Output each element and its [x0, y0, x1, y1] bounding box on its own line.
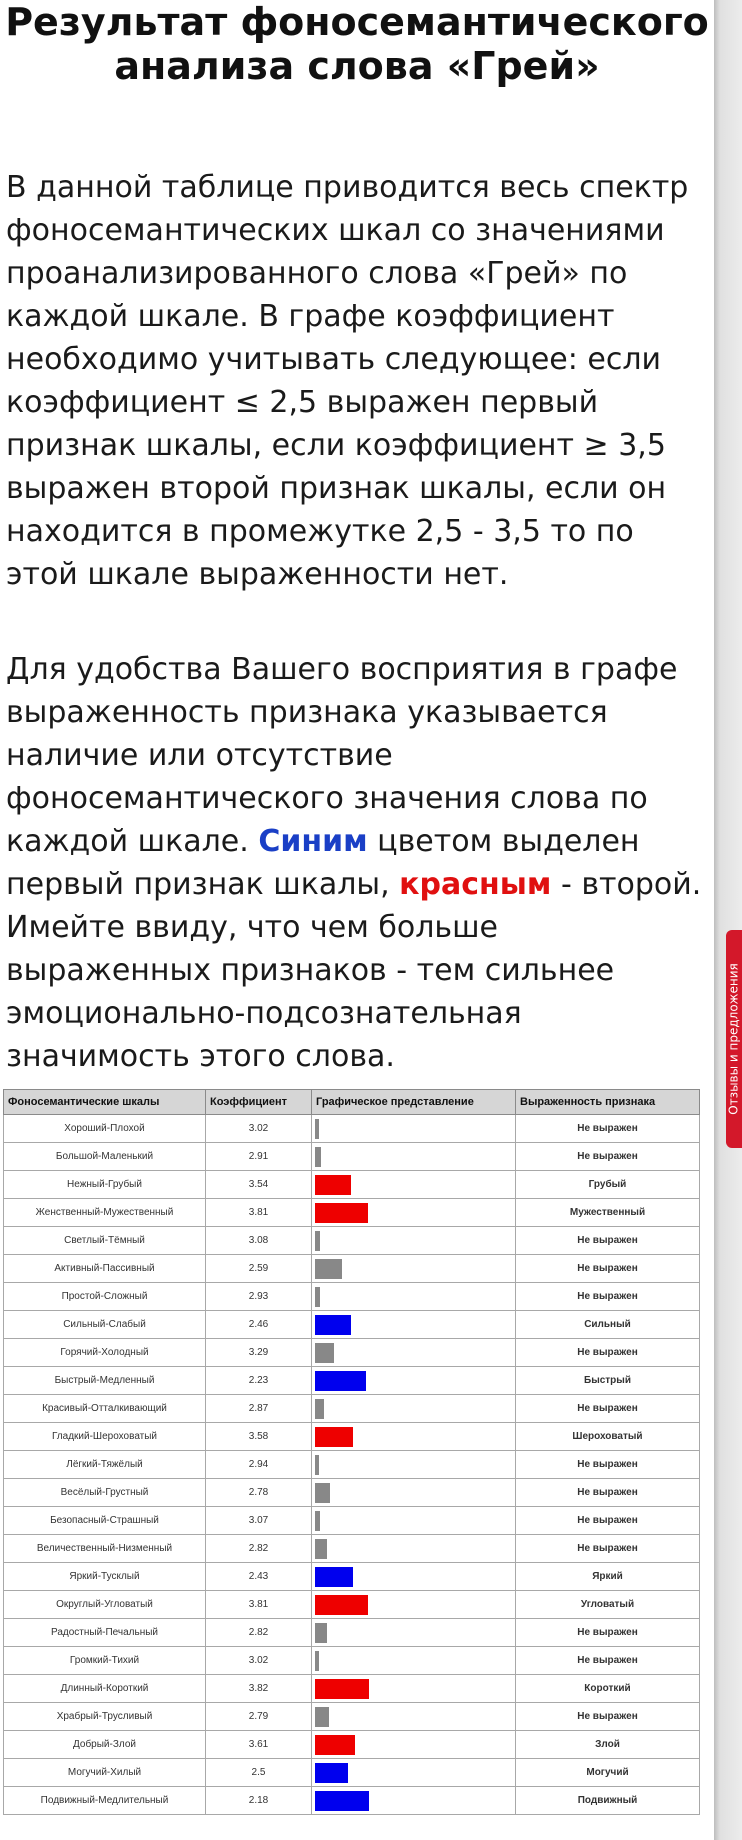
expression-value: Мужественный [516, 1199, 700, 1227]
graphic-cell [312, 1395, 516, 1423]
coefficient-value: 2.59 [206, 1255, 312, 1283]
graphic-cell [312, 1423, 516, 1451]
graphic-cell [312, 1675, 516, 1703]
scale-name: Яркий-Тусклый [4, 1563, 206, 1591]
coefficient-bar [315, 1371, 366, 1391]
coefficient-value: 2.79 [206, 1703, 312, 1731]
table-row [4, 1255, 700, 1283]
expression-value: Короткий [516, 1675, 700, 1703]
coefficient-value: 3.81 [206, 1591, 312, 1619]
table-header-row [4, 1090, 700, 1115]
coefficient-bar [315, 1147, 321, 1167]
graphic-cell [312, 1479, 516, 1507]
coefficient-value: 3.29 [206, 1339, 312, 1367]
scale-name: Горячий-Холодный [4, 1339, 206, 1367]
coefficient-value: 2.43 [206, 1563, 312, 1591]
coefficient-bar [315, 1511, 320, 1531]
table-row [4, 1535, 700, 1563]
expression-value: Не выражен [516, 1479, 700, 1507]
expression-value: Не выражен [516, 1115, 700, 1143]
scale-name: Громкий-Тихий [4, 1647, 206, 1675]
graphic-cell [312, 1255, 516, 1283]
header-scales: Фоносемантические шкалы [4, 1090, 206, 1115]
scale-name: Хороший-Плохой [4, 1115, 206, 1143]
graphic-cell [312, 1759, 516, 1787]
table-row [4, 1423, 700, 1451]
expression-value: Не выражен [516, 1227, 700, 1255]
header-coefficient: Коэффициент [206, 1090, 312, 1115]
scale-name: Весёлый-Грустный [4, 1479, 206, 1507]
expression-value: Подвижный [516, 1787, 700, 1815]
expression-value: Сильный [516, 1311, 700, 1339]
graphic-cell [312, 1199, 516, 1227]
coefficient-value: 3.02 [206, 1647, 312, 1675]
scale-name: Лёгкий-Тяжёлый [4, 1451, 206, 1479]
coefficient-value: 2.82 [206, 1535, 312, 1563]
table-row [4, 1339, 700, 1367]
coefficient-value: 2.5 [206, 1759, 312, 1787]
expression-value: Не выражен [516, 1255, 700, 1283]
graphic-cell [312, 1647, 516, 1675]
note-paragraph [6, 648, 706, 1078]
table-row [4, 1199, 700, 1227]
header-expression: Выраженность признака [516, 1090, 700, 1115]
table-row [4, 1647, 700, 1675]
expression-value: Угловатый [516, 1591, 700, 1619]
table-row [4, 1227, 700, 1255]
table-row [4, 1143, 700, 1171]
scale-name: Простой-Сложный [4, 1283, 206, 1311]
coefficient-value: 2.78 [206, 1479, 312, 1507]
coefficient-value: 3.08 [206, 1227, 312, 1255]
coefficient-bar [315, 1679, 369, 1699]
expression-value: Не выражен [516, 1619, 700, 1647]
table-row [4, 1591, 700, 1619]
coefficient-bar [315, 1567, 353, 1587]
scale-name: Быстрый-Медленный [4, 1367, 206, 1395]
coefficient-value: 2.94 [206, 1451, 312, 1479]
scale-name: Красивый-Отталкивающий [4, 1395, 206, 1423]
scale-name: Безопасный-Страшный [4, 1507, 206, 1535]
graphic-cell [312, 1451, 516, 1479]
graphic-cell [312, 1535, 516, 1563]
table-row [4, 1759, 700, 1787]
table-row [4, 1451, 700, 1479]
coefficient-bar [315, 1595, 368, 1615]
coefficient-bar [315, 1287, 320, 1307]
coefficient-value: 2.93 [206, 1283, 312, 1311]
graphic-cell [312, 1115, 516, 1143]
scale-name: Гладкий-Шероховатый [4, 1423, 206, 1451]
coefficient-bar [315, 1651, 319, 1671]
expression-value: Не выражен [516, 1507, 700, 1535]
table-row [4, 1619, 700, 1647]
graphic-cell [312, 1703, 516, 1731]
note-text-3: - второй. Имейте ввиду, что чем больше выраженных признаков - тем сильнее эмоционально-подсознательная значимость этого слова. [6, 867, 702, 1074]
table-row [4, 1115, 700, 1143]
graphic-cell [312, 1591, 516, 1619]
coefficient-value: 3.07 [206, 1507, 312, 1535]
table-row [4, 1703, 700, 1731]
red-highlight-word: красным [399, 867, 552, 902]
graphic-cell [312, 1143, 516, 1171]
note-text-2: цветом выделен первый признак шкалы, [6, 824, 640, 902]
header-graphic: Графическое представление [312, 1090, 516, 1115]
coefficient-value: 2.46 [206, 1311, 312, 1339]
expression-value: Не выражен [516, 1339, 700, 1367]
table-body [4, 1115, 700, 1815]
coefficient-bar [315, 1399, 324, 1419]
table-row [4, 1367, 700, 1395]
scale-name: Большой-Маленький [4, 1143, 206, 1171]
coefficient-bar [315, 1791, 369, 1811]
expression-value: Быстрый [516, 1367, 700, 1395]
graphic-cell [312, 1507, 516, 1535]
coefficient-bar [315, 1735, 355, 1755]
table-row [4, 1283, 700, 1311]
table-row [4, 1395, 700, 1423]
table-row [4, 1787, 700, 1815]
scale-name: Светлый-Тёмный [4, 1227, 206, 1255]
graphic-cell [312, 1367, 516, 1395]
coefficient-bar [315, 1707, 329, 1727]
coefficient-value: 3.58 [206, 1423, 312, 1451]
table-row [4, 1311, 700, 1339]
expression-value: Не выражен [516, 1647, 700, 1675]
feedback-tab[interactable] [726, 930, 742, 1148]
table-row [4, 1479, 700, 1507]
expression-value: Не выражен [516, 1143, 700, 1171]
coefficient-value: 3.54 [206, 1171, 312, 1199]
scale-name: Добрый-Злой [4, 1731, 206, 1759]
expression-value: Грубый [516, 1171, 700, 1199]
scale-name: Величественный-Низменный [4, 1535, 206, 1563]
scale-name: Активный-Пассивный [4, 1255, 206, 1283]
coefficient-value: 2.82 [206, 1619, 312, 1647]
table-row [4, 1731, 700, 1759]
coefficient-bar [315, 1539, 327, 1559]
graphic-cell [312, 1311, 516, 1339]
expression-value: Злой [516, 1731, 700, 1759]
coefficient-bar [315, 1119, 319, 1139]
page-edge-shadow [714, 0, 742, 1840]
expression-value: Могучий [516, 1759, 700, 1787]
table-row [4, 1171, 700, 1199]
graphic-cell [312, 1787, 516, 1815]
coefficient-bar [315, 1483, 330, 1503]
page-title: Результат фоносемантического анализа слова «Грей» [5, 0, 709, 88]
coefficient-bar [315, 1623, 327, 1643]
coefficient-bar [315, 1315, 351, 1335]
graphic-cell [312, 1339, 516, 1367]
coefficient-bar [315, 1763, 348, 1783]
phonosemantic-table [3, 1089, 700, 1815]
coefficient-bar [315, 1427, 353, 1447]
expression-value: Не выражен [516, 1283, 700, 1311]
coefficient-value: 2.18 [206, 1787, 312, 1815]
coefficient-bar [315, 1231, 320, 1251]
coefficient-bar [315, 1175, 351, 1195]
coefficient-value: 3.02 [206, 1115, 312, 1143]
expression-value: Не выражен [516, 1535, 700, 1563]
scale-name: Длинный-Короткий [4, 1675, 206, 1703]
graphic-cell [312, 1171, 516, 1199]
graphic-cell [312, 1227, 516, 1255]
coefficient-value: 2.91 [206, 1143, 312, 1171]
scale-name: Нежный-Грубый [4, 1171, 206, 1199]
table-row [4, 1563, 700, 1591]
intro-paragraph: В данной таблице приводится весь спектр фоносемантических шкал со значениями проанализированного слова «Грей» по каждой шкале. В графе коэффициент необходимо учитывать следующее: если коэффициент ≤ 2,5 выражен первый признак шкалы, если коэффициент ≥ 3,5 выражен второй признак шкалы, если он находится в промежутке 2,5 - 3,5 то по этой шкале выраженности нет. [6, 170, 689, 592]
graphic-cell [312, 1619, 516, 1647]
expression-value: Яркий [516, 1563, 700, 1591]
blue-highlight-word: Синим [258, 824, 368, 859]
coefficient-value: 3.82 [206, 1675, 312, 1703]
scale-name: Радостный-Печальный [4, 1619, 206, 1647]
coefficient-bar [315, 1343, 334, 1363]
expression-value: Шероховатый [516, 1423, 700, 1451]
coefficient-bar [315, 1455, 319, 1475]
coefficient-bar [315, 1259, 342, 1279]
scale-name: Женственный-Мужественный [4, 1199, 206, 1227]
expression-value: Не выражен [516, 1703, 700, 1731]
table-row [4, 1507, 700, 1535]
coefficient-value: 2.23 [206, 1367, 312, 1395]
scale-name: Сильный-Слабый [4, 1311, 206, 1339]
note-text-1: Для удобства Вашего восприятия в графе выраженность признака указывается наличие или отсутствие фоносемантического значения слова по каждой шкале. [6, 652, 678, 859]
coefficient-value: 3.81 [206, 1199, 312, 1227]
feedback-tab-label: Отзывы и предложения [727, 963, 742, 1115]
graphic-cell [312, 1731, 516, 1759]
scale-name: Могучий-Хилый [4, 1759, 206, 1787]
table-row [4, 1675, 700, 1703]
graphic-cell [312, 1283, 516, 1311]
coefficient-value: 3.61 [206, 1731, 312, 1759]
graphic-cell [312, 1563, 516, 1591]
scale-name: Храбрый-Трусливый [4, 1703, 206, 1731]
scale-name: Подвижный-Медлительный [4, 1787, 206, 1815]
scale-name: Округлый-Угловатый [4, 1591, 206, 1619]
expression-value: Не выражен [516, 1451, 700, 1479]
coefficient-bar [315, 1203, 368, 1223]
expression-value: Не выражен [516, 1395, 700, 1423]
coefficient-value: 2.87 [206, 1395, 312, 1423]
